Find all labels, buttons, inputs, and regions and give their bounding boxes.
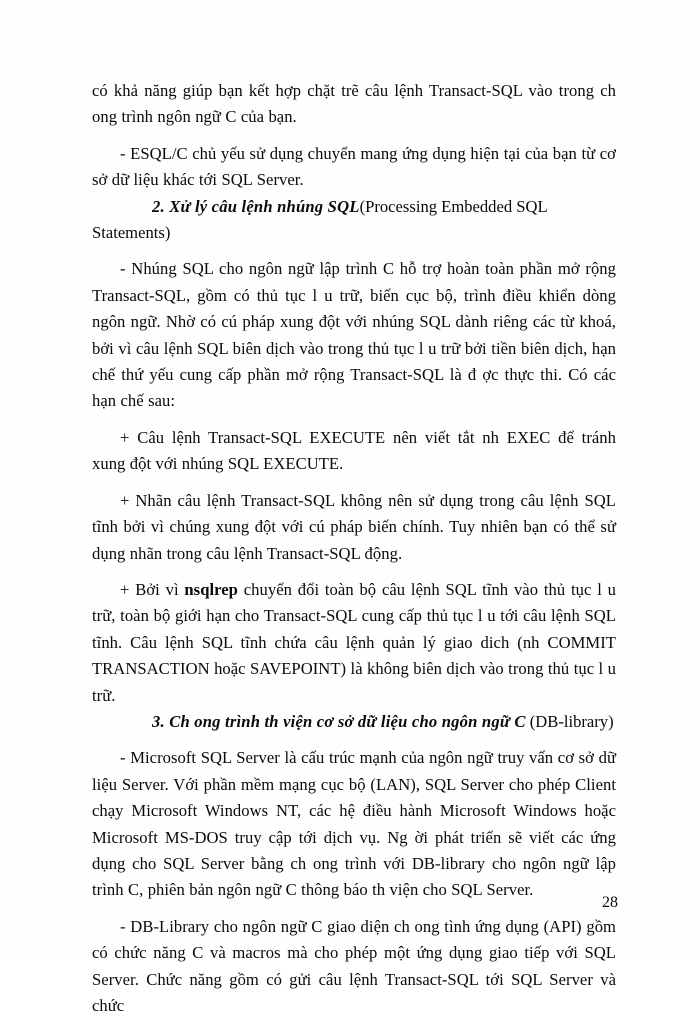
section-heading-2 bbox=[92, 194, 616, 247]
section-heading-2-title: 2. Xử lý câu lệnh nhúng SQL bbox=[152, 196, 360, 216]
paragraph-continuation: có khả năng giúp bạn kết hợp chặt trẽ câu lệnh Transact-SQL vào trong ch ong trình ngôn ngữ C của bạn. bbox=[92, 81, 616, 127]
paragraph-label-restriction: + Nhãn câu lệnh Transact-SQL không nên sử dụng trong câu lệnh SQL tĩnh bởi vì chúng xung đột với cú pháp biến chính. Tuy nhiên bạn có thể sử dụng nhãn trong câu lệnh Transact-SQL động. bbox=[92, 490, 616, 563]
term-nsqlrep: nsqlrep bbox=[184, 579, 238, 599]
paragraph-nsqlrep-suffix: chuyển đổi toàn bộ câu lệnh SQL tĩnh vào thủ tục l u trữ, toàn bộ giới hạn cho Transact-SQL cung cấp thủ tục l u tới câu lệnh SQL tĩnh. Câu lệnh SQL tĩnh chứa câu lệnh quản lý giao dich (nh COMMIT TRANSACTION hoặc SAVEPOINT) là không biên dịch vào trong thủ tục l u trữ. bbox=[92, 579, 617, 705]
page-number: 28 bbox=[602, 894, 618, 911]
paragraph-db-library-api: - DB-Library cho ngôn ngữ C giao diện ch ong tình ứng dụng (API) gồm có chức năng C và macros mà cho phép một ứng dụng giao tiếp với SQL Server. Chức năng gồm có gửi câu lệnh Transact-SQL tới SQL Server và chức bbox=[92, 916, 616, 1015]
paragraph-nsqlrep bbox=[92, 577, 616, 709]
section-heading-3-subtitle: (DB-library) bbox=[525, 711, 614, 731]
paragraph-execute-restriction: + Câu lệnh Transact-SQL EXECUTE nên viết tắt nh EXEC để tránh xung đột với nhúng SQL EXECUTE. bbox=[92, 427, 616, 474]
paragraph-nsqlrep-prefix: + Bởi vì bbox=[120, 579, 185, 599]
page-text-column bbox=[92, 78, 616, 1019]
section-heading-2-subtitle: (Processing Embedded SQL Statements) bbox=[92, 196, 548, 243]
paragraph-sql-server-overview: - Microsoft SQL Server là cấu trúc mạnh của ngôn ngữ truy vấn cơ sở dữ liệu Server. Với phần mềm mạng cục bộ (LAN), SQL Server cho phép Client chạy Microsoft Windows NT, các hệ điều hành Microsoft Windows hoặc Microsoft MS-DOS truy cập tới dịch vụ. Ng ời phát triển sẽ viết các ứng dụng cho SQL Server bằng ch ong trình với DB-library cho ngôn ngữ lập trình C, phiên bản ngôn ngữ C thông báo th viện cho SQL Server. bbox=[92, 748, 616, 900]
paragraph-embedded-sql: - Nhúng SQL cho ngôn ngữ lập trình C hỗ trợ hoàn toàn phần mở rộng Transact-SQL, gồm có thủ tục l u trữ, biến cục bộ, trình điều khiển dòng ngôn ngữ. Nhờ có cú pháp xung đột với nhúng SQL dành riêng các từ khoá, bởi vì câu lệnh SQL biên dịch vào trong thủ tục l u trữ bởi tiền biên dịch, hạn chế thứ yếu cung cấp phần mở rộng Transact-SQL là đ ợc thực thi. Có các hạn chế sau: bbox=[92, 259, 616, 411]
section-heading-3 bbox=[92, 709, 616, 735]
section-heading-3-title: 3. Ch ong trình th viện cơ sở dữ liệu cho ngôn ngữ C bbox=[152, 711, 526, 731]
paragraph-esqlc: - ESQL/C chủ yếu sử dụng chuyển mang ứng dụng hiện tại của bạn từ cơ sở dữ liệu khác tới SQL Server. bbox=[92, 143, 616, 190]
